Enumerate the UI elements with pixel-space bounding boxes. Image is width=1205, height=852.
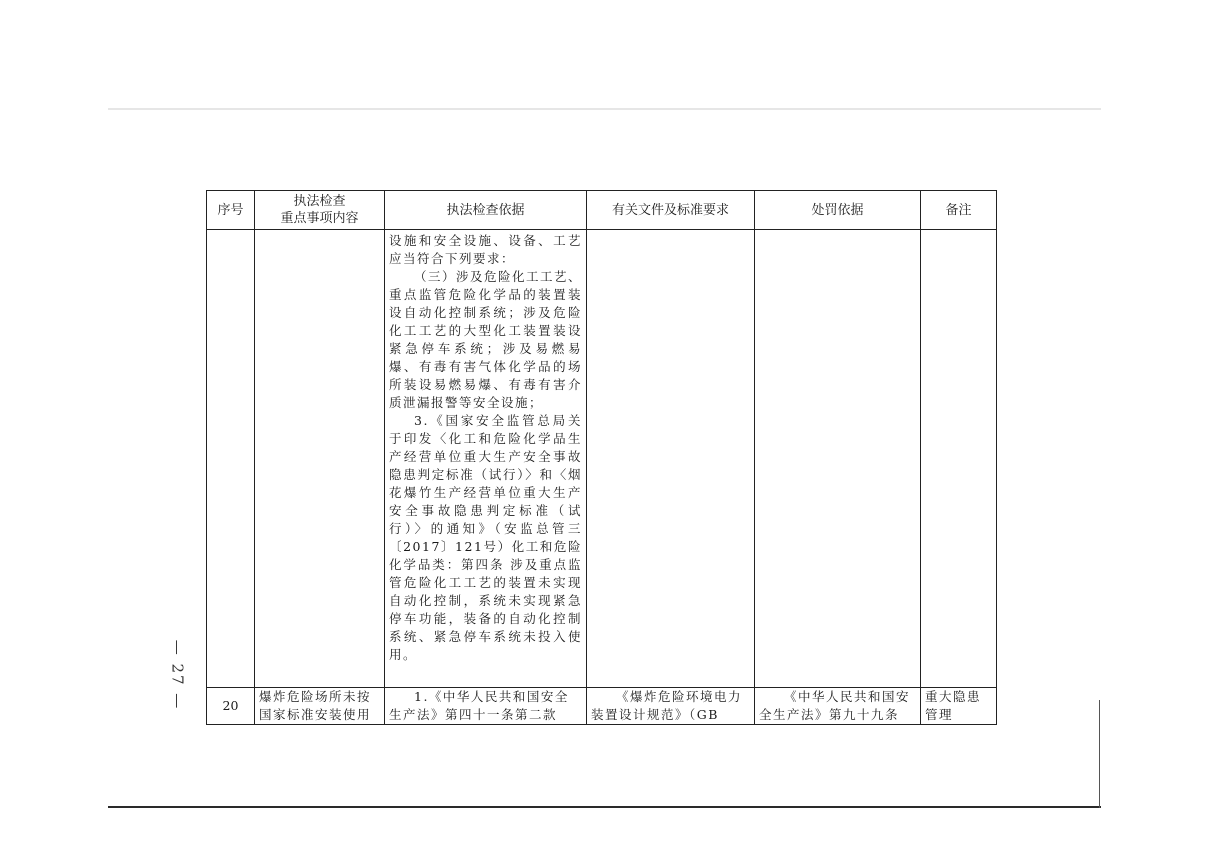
page-number <box>162 630 192 720</box>
basis-paragraph: 3.《国家安全监管总局关于印发〈化工和危险化学品生产经营单位重大生产安全事故隐患判定标准（试行）〉和〈烟花爆竹生产经营单位重大生产安全事故隐患判定标准（试行）〉的通知》（安监总管三〔2017〕121号）化工和危险化学品类：第四条 涉及重点监管危险化工工艺的装置未实现自动化控制，系统未实现紧急停车功能，装备的自动化控制系统、紧急停车系统未投入使用。 <box>389 413 582 662</box>
header-basis: 执法检查依据 <box>385 191 587 230</box>
basis-paragraph: 设施和安全设施、设备、工艺应当符合下列要求： <box>389 233 582 266</box>
table-row-continued <box>207 230 997 688</box>
basis-paragraph: （三）涉及危险化工工艺、重点监管危险化学品的装置装设自动化控制系统；涉及危险化工工艺的大型化工装置装设紧急停车系统；涉及易燃易爆、有毒有害气体化学品的场所装设易燃易爆、有毒有害介质泄漏报警等安全设施； <box>389 269 583 410</box>
cell-note-continued <box>921 230 997 688</box>
header-item <box>255 191 385 230</box>
cell-no-continued <box>207 230 255 688</box>
cell-docs-continued <box>587 230 755 688</box>
cell-penalty-continued <box>755 230 921 688</box>
page-number-text: — 27 — <box>168 639 186 711</box>
header-note: 备注 <box>921 191 997 230</box>
cell-penalty: 《中华人民共和国安全生产法》第九十九条 <box>755 688 921 725</box>
header-no: 序号 <box>207 191 255 230</box>
scan-bottom-edge <box>108 806 1101 808</box>
cell-no: 20 <box>207 688 255 725</box>
cell-basis: 1.《中华人民共和国安全生产法》第四十一条第二款 <box>385 688 587 725</box>
cell-basis-continued <box>385 230 587 688</box>
table-header-row <box>207 191 997 230</box>
header-item-text: 执法检查 重点事项内容 <box>280 194 359 226</box>
header-penalty: 处罚依据 <box>755 191 921 230</box>
cell-item: 爆炸危险场所未按国家标准安装使用 <box>255 688 385 725</box>
cell-item-continued <box>255 230 385 688</box>
cell-note: 重大隐患管理 <box>921 688 997 725</box>
table-row <box>207 688 997 725</box>
header-docs: 有关文件及标准要求 <box>587 191 755 230</box>
enforcement-table <box>206 190 997 725</box>
cell-docs: 《爆炸危险环境电力装置设计规范》（GB <box>587 688 755 725</box>
scan-right-edge <box>1099 700 1100 808</box>
